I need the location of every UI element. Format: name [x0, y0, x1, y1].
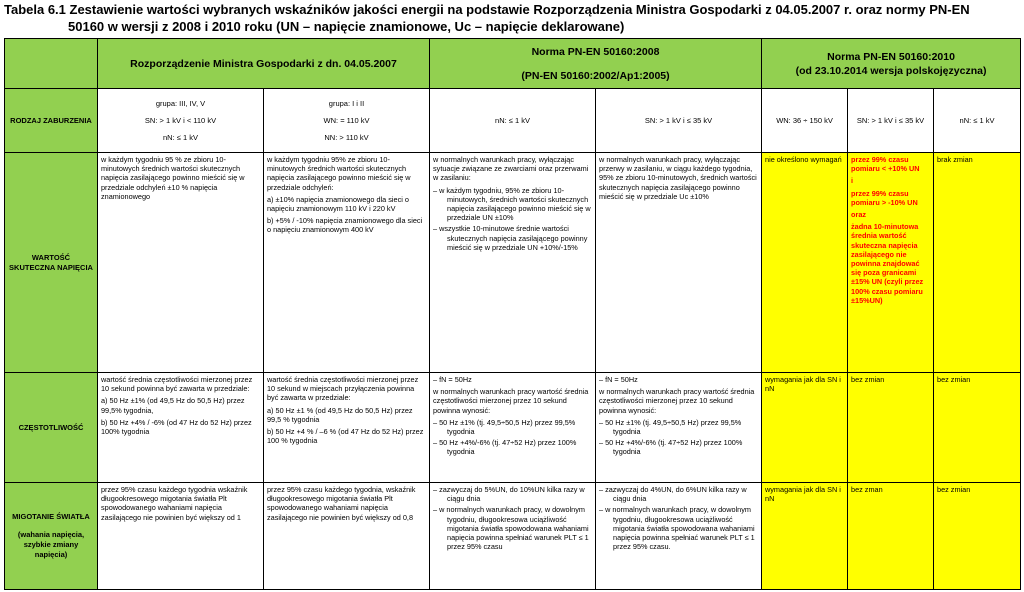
cell-migot-2010-wn [762, 483, 848, 590]
cell-text: wymagania jak dla SN i nN [765, 375, 841, 394]
cell-list-item: – zazwyczaj do 4%UN, do 6%UN kilka razy w ciągu dnia [599, 485, 747, 504]
cell-migot-2008-sn [596, 483, 762, 590]
comparison-table-wrapper [4, 38, 1020, 589]
cell-napiecie-2008-sn [596, 153, 762, 373]
caption-line-1: Tabela 6.1 Zestawienie wartości wybranych wskaźników jakości energii na podstawie Rozporządzenia Ministra Gospodarki z 04.05.2007 r. oraz normy PN-EN [4, 2, 970, 17]
subheader-group-1-2 [264, 89, 430, 153]
cell-text: b) +5% / -10% napięcia znamionowego dla sieci o napięciu znamionowym 400 kV [267, 216, 423, 235]
cell-list-item: – w normalnych warunkach pracy, w dowolnym tygodniu, długookresowa uciążliwość migotania światła spowodowana wahaniami napięcia powinna spełniać warunek PLT ≤ 1 przez 95% czasu [433, 505, 589, 552]
subheader-2010-nn: nN: ≤ 1 kV [934, 89, 1021, 153]
cell-napiecie-2010-sn [848, 153, 934, 373]
cell-migot-2010-sn [848, 483, 934, 590]
cell-text: przez 95% czasu każdego tygodnia, wskaźnik długookresowego migotania światła Plt spowodowanego wahaniami napięcia zasilającego nie powinien być większy od 0,8 [267, 485, 416, 522]
group-3-5-title: grupa: III, IV, V [155, 99, 206, 108]
cell-migot-g1 [98, 483, 264, 590]
subheader-2010-sn: SN: > 1 kV i ≤ 35 kV [848, 89, 934, 153]
comparison-table [4, 38, 1021, 590]
cell-list-item: – wszystkie 10-minutowe średnie wartości skutecznych napięcia zasilającego powinny mieścić się w przedziale UN +10%/-15% [433, 224, 588, 252]
cell-text: żadna 10-minutowa średnia wartość skuteczna napięcia zasilającego nie powinna znajdować się poza granicami ±15% UN (czyli przez 100% czasu pomiaru ±15%UN) [851, 222, 924, 305]
row-label-migotanie [5, 483, 98, 590]
cell-text: w normalnych warunkach pracy, wyłączając sytuacje związane ze zwarciami oraz przerwami w zasilaniu: [433, 155, 589, 183]
header-norma-2010 [762, 39, 1021, 89]
cell-czest-2008-sn [596, 373, 762, 483]
cell-czest-g1 [98, 373, 264, 483]
cell-napiecie-2008-nn [430, 153, 596, 373]
cell-text: i [851, 176, 854, 186]
cell-migot-2010-nn [934, 483, 1021, 590]
header-norma-2010-title: Norma PN-EN 50160:2010 [827, 50, 955, 63]
cell-text: w każdym tygodniu 95 % ze zbioru 10-minutowych średnich wartości skutecznych napięcia zasilającego powinno mieścić się w przedziale odchyleń ±10 % napięcia znamionowego [101, 155, 245, 201]
cell-czest-2010-wn [762, 373, 848, 483]
cell-text: a) ±10% napięcia znamionowego dla sieci o napięciu znamionowym 110 kV i 220 kV [267, 194, 409, 214]
group-1-2-wn: WN: = 110 kV [323, 116, 370, 125]
cell-text: w każdym tygodniu 95% ze zbioru 10-minutowych średnich wartości skutecznych napięcia zasilającego powinno mieścić się w przedziale odchyleń: [267, 155, 411, 192]
cell-text: wymagania jak dla SN i nN [765, 485, 841, 504]
cell-napiecie-2010-nn [934, 153, 1021, 373]
header-norma-2008-title: Norma PN-EN 50160:2008 [531, 45, 660, 58]
cell-czest-g2 [264, 373, 430, 483]
group-1-2-nn: NN: > 110 kV [324, 133, 369, 142]
table-row [5, 483, 1021, 590]
row-label-napiecie: WARTOŚĆ SKUTECZNA NAPIĘCIA [5, 153, 98, 373]
header-norma-2008-subtitle: (PN-EN 50160:2002/Ap1:2005) [521, 69, 670, 82]
row-label-czestotliwosc: CZĘSTOTLIWOŚĆ [5, 373, 98, 483]
row-label-migotanie-subtitle: (wahania napięcia, szybkie zmiany napięcia) [17, 530, 85, 559]
cell-text: nie określono wymagań [765, 155, 842, 164]
cell-czest-2010-sn [848, 373, 934, 483]
cell-napiecie-2010-wn [762, 153, 848, 373]
cell-text: bez zmian [851, 375, 885, 384]
table-caption [4, 1, 1020, 35]
header-norma-2008 [430, 39, 762, 89]
cell-migot-g2 [264, 483, 430, 590]
cell-text: wartość średnia częstotliwości mierzonej przez 10 sekund w miejscach przyłączenia powinna być zawarta w przedziale: [267, 375, 419, 403]
cell-text: przez 99% czasu pomiaru < +10% UN [851, 155, 920, 174]
subheader-group-3-5 [98, 89, 264, 153]
header-rozporzadzenie: Rozporządzenie Ministra Gospodarki z dn. 04.05.2007 [98, 39, 430, 89]
cell-list-item: – 50 Hz ±1% (tj. 49,5÷50,5 Hz) przez 99,5% tygodnia [433, 417, 576, 437]
cell-text: przez 95% czasu każdego tygodnia wskaźnik długookresowego migotania światła Plt spowodowanego wahaniami napięcia zasilającego nie powinien być większy od 1 [101, 485, 248, 522]
header-empty-cell [5, 39, 98, 89]
cell-napiecie-g2 [264, 153, 430, 373]
cell-text: a) 50 Hz ±1 % (od 49,5 Hz do 50,5 Hz) przez 99,5 % tygodnia [267, 405, 413, 424]
cell-list-item: – 50 Hz ±1% (tj. 49,5÷50,5 Hz) przez 99,5% tygodnia [599, 417, 742, 437]
row-label-migotanie-title: MIGOTANIE ŚWIATŁA [12, 512, 90, 521]
cell-czest-2010-nn [934, 373, 1021, 483]
cell-list-item: – 50 Hz +4%/-6% (tj. 47÷52 Hz) przez 100% tygodnia [599, 438, 743, 457]
rodzaj-zaburzenia-label: RODZAJ ZABURZENIA [5, 89, 98, 153]
cell-napiecie-g1 [98, 153, 264, 373]
group-1-2-title: grupa: I i II [328, 99, 365, 108]
cell-migot-2008-nn [430, 483, 596, 590]
cell-text: brak zmian [937, 155, 973, 164]
subheader-2008-nn: nN: ≤ 1 kV [430, 89, 596, 153]
table-row [5, 153, 1021, 373]
cell-list-item: – zazwyczaj do 5%UN, do 10%UN kilka razy w ciągu dnia [433, 485, 585, 504]
cell-text: b) 50 Hz +4 % / –6 % (od 47 Hz do 52 Hz) przez 100 % tygodnia [267, 427, 424, 446]
subheader-row [5, 89, 1021, 153]
cell-czest-2008-nn [430, 373, 596, 483]
cell-list-item: – w każdym tygodniu, 95% ze zbioru 10-minutowych, średnich wartości skutecznych napięcia zasilającego powinno mieścić się w przedziale UN ±10% [433, 185, 591, 223]
cell-text: oraz [851, 210, 867, 220]
cell-text: przez 99% czasu pomiaru > -10% UN [851, 188, 918, 207]
cell-text: b) 50 Hz +4% / -6% (od 47 Hz do 52 Hz) przez 100% tygodnia [101, 417, 252, 437]
table-row [5, 373, 1021, 483]
cell-text: wartość średnia częstotliwości mierzonej przez 10 sekund powinna być zawarta w przedziale: [101, 375, 253, 394]
subheader-2010-wn: WN: 36 ÷ 150 kV [762, 89, 848, 153]
cell-text: – fN = 50Hz [433, 375, 472, 384]
cell-text: w normalnych warunkach pracy wartość średnia częstotliwości mierzonej przez 10 sekund powinna wynosić: [433, 387, 589, 415]
group-3-5-nn: nN: ≤ 1 kV [163, 133, 198, 142]
cell-list-item: – w normalnych warunkach pracy, w dowolnym tygodniu, długookresowa uciążliwość migotania światła spowodowana wahaniami napięcia powinna spełniać warunek PLT ≤ 1 przez 95% czasu. [599, 505, 755, 552]
group-3-5-sn: SN: > 1 kV i < 110 kV [144, 116, 217, 125]
cell-text: bez zmian [937, 485, 971, 494]
cell-text: a) 50 Hz ±1% (od 49,5 Hz do 50,5 Hz) przez 99,5% tygodnia, [101, 396, 245, 415]
cell-text: w normalnych warunkach pracy wartość średnia częstotliwości mierzonej przez 10 sekund powinna wynosić: [599, 387, 755, 415]
cell-text: – fN = 50Hz [599, 375, 638, 384]
header-norma-2010-subtitle: (od 23.10.2014 wersja polskojęzyczna) [795, 64, 987, 77]
cell-list-item: – 50 Hz +4%/-6% (tj. 47÷52 Hz) przez 100% tygodnia [433, 438, 577, 457]
cell-text: bez zman [851, 485, 883, 494]
header-row [5, 39, 1021, 89]
cell-text: w normalnych warunkach pracy, wyłączając przerwy w zasilaniu, w ciągu każdego tygodnia, 95% ze zbioru 10-minutowych, średnich wartości skutecznych napięcia zasilającego powinno mieścić się w przedziale Uc ±10% [599, 155, 757, 201]
subheader-2008-sn: SN: > 1 kV i ≤ 35 kV [596, 89, 762, 153]
cell-text: bez zmian [937, 375, 971, 384]
caption-line-2: 50160 w wersji z 2008 i 2010 roku (UN – napięcie znamionowe, Uc – napięcie deklarowane) [68, 19, 625, 34]
